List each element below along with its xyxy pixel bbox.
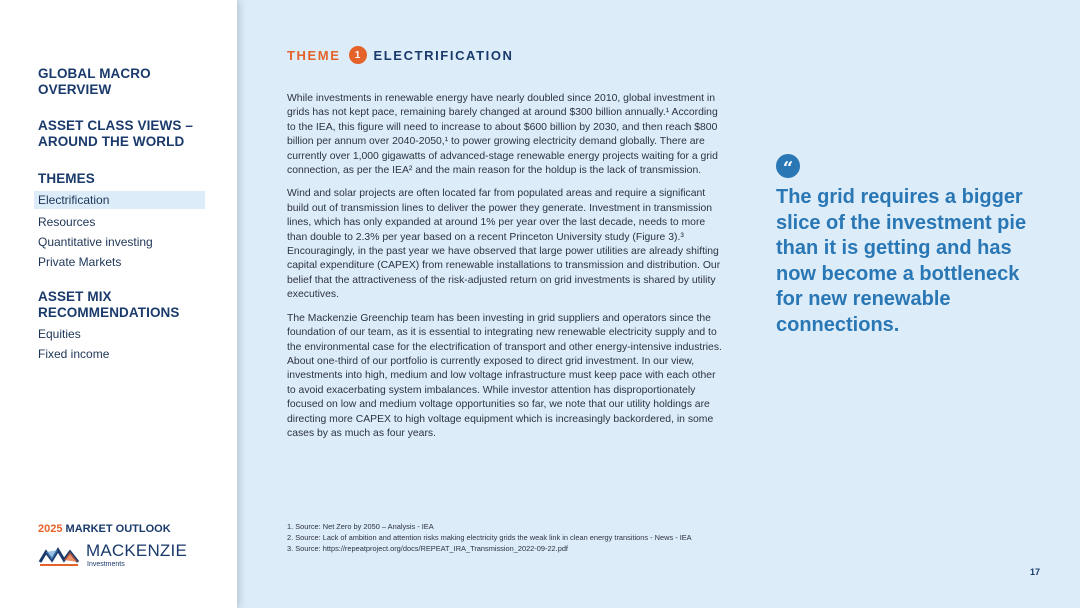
article-body [287,92,727,450]
theme-number-badge: 1 [349,46,367,64]
nav-item-quantitative-investing[interactable]: Quantitative investing [38,235,153,249]
nav-section-macro [38,66,188,98]
paragraph: Wind and solar projects are often located far from populated areas and require a significant build out of transmission lines to deliver the power they generate. Investment in transmission lines, which has only expanded at around 1% per year over the last decade, needs to more than double to 2.3% per year based on a recent Princeton University study (Figure 3).³ Encouragingly, in the past year we have observed that large power utilities are already shifting capital expenditure (CAPEX) from renewable installations to transmission and distribution. Our belief that the attractiveness of the risk-adjusted return on grid investments is shared by utility executives. [287,188,721,301]
footnote: 1. Source: Net Zero by 2050 – Analysis - IEA [287,522,434,531]
paragraph: While investments in renewable energy have nearly doubled since 2010, global investment in grids has not kept pace, remaining barely changed at around $300 billion annually.¹ According to the IEA, this figure will need to increase to about $600 billion by 2030, and then reach $800 billion per annum over 2040-2050,¹ to power growing electricity demand globally. There are currently over 1,000 gigawatts of advanced-stage renewable energy projects waiting for a grid connection, as per the IEA² and the main reason for the holdup is the lack of transmission. [287,93,718,177]
sidebar-nav [0,0,237,608]
main-content [237,0,1080,608]
quote-icon: “ [776,154,800,178]
nav-heading-global-macro[interactable]: GLOBAL MACRO OVERVIEW [38,66,151,97]
theme-header [287,46,514,64]
paragraph: The Mackenzie Greenchip team has been investing in grid suppliers and operators since the foundation of our team, as it is essential to integrating new renewable electricity supply and to the environmental case for the electrification of transport and other energy-intensive industries. About one-third of our portfolio is currently exposed to direct grid investment. In our view, investments into high, medium and low voltage infrastructure must keep pace with each other to avoid exacerbating system imbalances. While investor attention has disproportionately focused on low and medium voltage opportunities so far, we note that our utility holdings are directing more CAPEX to high voltage equipment which is increasingly backordered, in some cases by as much as four years. [287,312,722,439]
page-number: 17 [1029,567,1040,577]
pull-quote: The grid requires a bigger slice of the investment pie than it is getting and has now become a bottleneck for new renewable connections. [776,186,1027,336]
mackenzie-logo [38,542,187,568]
nav-heading-asset-mix[interactable]: ASSET MIX RECOMMENDATIONS [38,289,180,320]
nav-heading-asset-class-views[interactable]: ASSET CLASS VIEWS – AROUND THE WORLD [38,118,193,149]
nav-item-resources[interactable]: Resources [38,215,96,229]
nav-section-asset-class [38,118,208,150]
logo-sub: Investments [87,561,125,568]
nav-item-electrification[interactable]: Electrification [34,191,205,209]
nav-item-fixed-income[interactable]: Fixed income [38,347,110,361]
nav-heading-themes[interactable]: THEMES [38,171,95,186]
outlook-text: MARKET OUTLOOK [65,523,171,535]
theme-title: ELECTRIFICATION [373,47,514,63]
footnote: 2. Source: Lack of ambition and attention risks making electricity grids the weak link in clean energy transitions - News - IEA [287,533,692,542]
nav-item-equities[interactable]: Equities [38,327,81,341]
nav-section-themes [38,171,205,269]
logo-name: MACKENZIE [86,541,187,560]
nav-item-private-markets[interactable]: Private Markets [38,255,122,269]
logo-text [86,542,187,568]
outlook-year: 2025 [38,523,63,535]
nav-section-asset-mix [38,289,198,361]
footnote: 3. Source: https://repeatproject.org/docs/REPEAT_IRA_Transmission_2022-09-22.pdf [287,544,568,553]
theme-word: THEME [287,47,341,63]
footnotes [287,521,787,554]
market-outlook-label [38,523,171,535]
mackenzie-logo-icon [38,544,80,566]
